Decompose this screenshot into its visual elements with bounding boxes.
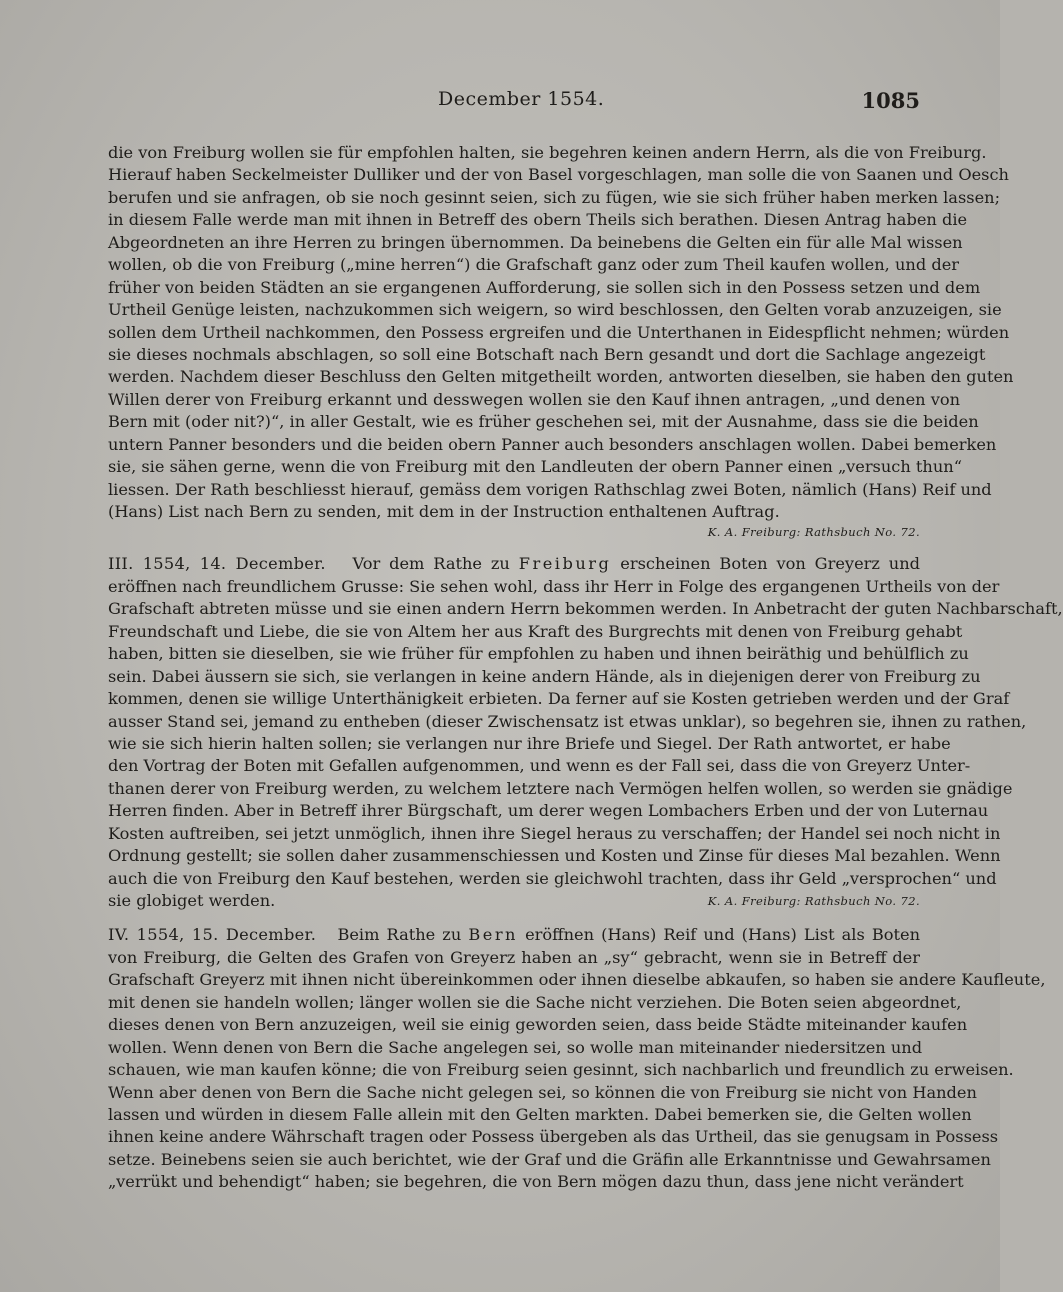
section-iv [108, 924, 1046, 1193]
text-line: setze. Beinebens seien sie auch berichtet, wie der Graf und die Gräfin alle Erkanntnisse und Gewahrsamen [108, 1149, 991, 1169]
place-name: Freiburg [518, 554, 612, 574]
section-gap [108, 541, 920, 553]
text-line: sie globiget werden. [108, 891, 276, 910]
text-line: lassen und würden in diesem Falle allein mit den Gelten markten. Dabei bemerken sie, die Gelten wollen [108, 1104, 972, 1124]
page-number: 1085 [861, 88, 920, 113]
text-line: Herren finden. Aber in Betreff ihrer Bürgschaft, um derer wegen Lombachers Erben und der von Luternau [108, 801, 989, 821]
text-line: die von Freiburg wollen sie für empfohlen halten, sie begehren keinen andern Herrn, als die von Freiburg. [108, 143, 987, 162]
text-line: ihnen keine andere Währschaft tragen oder Possess übergeben als das Urtheil, das sie genugsam in Possess [108, 1127, 999, 1147]
text-line: Grafschaft Greyerz mit ihnen nicht übereinkommen oder ihnen dieselbe abkaufen, so haben sie andere Kaufleute, [108, 970, 1046, 990]
text-line: Wenn aber denen von Bern die Sache nicht gelegen sei, so können die von Freiburg sie nicht von Handen [108, 1082, 977, 1102]
text-line: liessen. Der Rath beschliesst hierauf, gemäss dem vorigen Rathschlag zwei Boten, nämlich (Hans) Reif und [108, 479, 992, 499]
section-iii [108, 553, 1063, 912]
text-line: eröffnen nach freundlichem Grusse: Sie sehen wohl, dass ihr Herr in Folge des ergangenen Urtheils von der [108, 576, 1000, 596]
text-line: in diesem Falle werde man mit ihnen in Betreff des obern Theils sich berathen. Diesen Antrag haben die [108, 210, 968, 230]
text-line: thanen derer von Freiburg werden, zu welchem letztere nach Vermögen helfen wollen, so werden sie gnädige [108, 778, 1013, 798]
source-citation: K. A. Freiburg: Rathsbuch No. 72. [707, 894, 920, 908]
text-line: Grafschaft abtreten müsse und sie einen andern Herrn bekommen werden. In Anbetracht der guten Nachbarschaft, [108, 599, 1063, 619]
text-line: dieses denen von Bern anzuzeigen, weil sie einig geworden seien, dass beide Städte miteinander kaufen [108, 1015, 968, 1035]
text-line: „verrükt und behendigt“ haben; sie begehren, die von Bern mögen dazu thun, dass jene nicht verändert [108, 1172, 964, 1192]
section-gap [108, 912, 920, 924]
section-lead: Vor dem Rathe zu [352, 554, 510, 574]
text-line: auch die von Freiburg den Kauf bestehen, werden sie gleichwohl trachten, dass ihr Geld „versprochen“ und [108, 868, 997, 888]
text-line: mit denen sie handeln wollen; länger wollen sie die Sache nicht verziehen. Die Boten seien abgeordnet, [108, 992, 962, 1012]
running-title: December 1554. [438, 88, 605, 110]
text-line: untern Panner besonders und die beiden obern Panner auch besonders anschlagen wollen. Dabei bemerken [108, 434, 997, 454]
text-line-with-citation [108, 890, 920, 912]
place-name: Bern [468, 925, 518, 945]
page-body [108, 142, 1063, 1194]
text-line: den Vortrag der Boten mit Gefallen aufgenommen, und wenn es der Fall sei, dass die von Greyerz Unter- [108, 756, 971, 776]
section-first-line [108, 924, 920, 946]
section-continuation [108, 142, 1014, 541]
text-line: sie, sie sähen gerne, wenn die von Freiburg mit den Landleuten der obern Panner einen „versuch thun“ [108, 457, 962, 477]
text-line: werden. Nachdem dieser Beschluss den Gelten mitgetheilt worden, antworten dieselben, sie haben den guten [108, 367, 1014, 387]
text-line: früher von beiden Städten an sie ergangenen Aufforderung, sie sollen sich in den Possess setzen und dem [108, 277, 981, 297]
text-line: kommen, denen sie willige Unterthänigkeit erbieten. Da ferner auf sie Kosten getrieben werden und der Graf [108, 689, 1010, 709]
text-line: wie sie sich hierin halten sollen; sie verlangen nur ihre Briefe und Siegel. Der Rath antwortet, er habe [108, 733, 951, 753]
text-line: Willen derer von Freiburg erkannt und desswegen wollen sie den Kauf ihnen antragen, „und denen von [108, 389, 961, 409]
source-citation: K. A. Freiburg: Rathsbuch No. 72. [707, 525, 920, 540]
text-line: (Hans) List nach Bern zu senden, mit dem in der Instruction enthaltenen Auftrag. [108, 502, 780, 521]
text-line: schauen, wie man kaufen könne; die von Freiburg seien gesinnt, sich nachbarlich und freundlich zu erweisen. [108, 1060, 1014, 1080]
text-line: Urtheil Genüge leisten, nachzukommen sich weigern, so wird beschlossen, den Gelten vorab anzuzeigen, sie [108, 300, 1002, 320]
text-line: Ordnung gestellt; sie sollen daher zusammenschiessen und Kosten und Zinse für dieses Mal bezahlen. Wenn [108, 846, 1001, 866]
text-line: wollen. Wenn denen von Bern die Sache angelegen sei, so wolle man miteinander niedersitzen und [108, 1037, 923, 1057]
section-lead: Beim Rathe zu [337, 925, 462, 945]
text-line: ausser Stand sei, jemand zu entheben (dieser Zwischensatz ist etwas unklar), so begehren sie, ihnen zu rathen, [108, 711, 1027, 731]
text-line: Kosten auftreiben, sei jetzt unmöglich, ihnen ihre Siegel heraus zu verschaffen; der Handel sei noch nicht in [108, 823, 1001, 843]
text-line: von Freiburg, die Gelten des Grafen von Greyerz haben an „sy“ gebracht, wenn sie in Betreff der [108, 947, 920, 967]
text-line: sein. Dabei äussern sie sich, sie verlangen in keine andern Hände, als in diejenigen derer von Freiburg zu [108, 666, 981, 686]
section-first-line [108, 553, 920, 575]
text-line: sie dieses nochmals abschlagen, so soll eine Botschaft nach Bern gesandt und dort die Sachlage angezeigt [108, 344, 986, 364]
text-line: Hierauf haben Seckelmeister Dulliker und der von Basel vorgeschlagen, man solle die von Saanen und Oesch [108, 165, 1009, 185]
section-lead-rest: eröffnen (Hans) Reif und (Hans) List als Boten [525, 925, 921, 945]
text-line: Bern mit (oder nit?)“, in aller Gestalt, wie es früher geschehen sei, mit der Ausnahme, dass sie die beiden [108, 412, 979, 432]
text-line: haben, bitten sie dieselben, sie wie früher für empfohlen zu haben und ihnen beiräthig und behülflich zu [108, 644, 969, 664]
page-header [108, 88, 920, 118]
section-heading: IV. 1554, 15. December. [108, 925, 317, 945]
text-line: berufen und sie anfragen, ob sie noch gesinnt seien, sich zu fügen, wie sie sich früher haben merken lassen; [108, 187, 1001, 207]
section-heading: III. 1554, 14. December. [108, 554, 326, 574]
text-line: wollen, ob die von Freiburg („mine herren“) die Grafschaft ganz oder zum Theil kaufen wollen, und der [108, 255, 960, 275]
text-line: sollen dem Urtheil nachkommen, den Possess ergreifen und die Unterthanen in Eidespflicht nehmen; würden [108, 322, 1010, 342]
text-line: Freundschaft und Liebe, die sie von Altem her aus Kraft des Burgrechts mit denen von Freiburg gehabt [108, 621, 963, 641]
text-line: Abgeordneten an ihre Herren zu bringen übernommen. Da beinebens die Gelten ein für alle Mal wissen [108, 232, 963, 252]
section-lead-rest: erscheinen Boten von Greyerz und [620, 554, 921, 574]
